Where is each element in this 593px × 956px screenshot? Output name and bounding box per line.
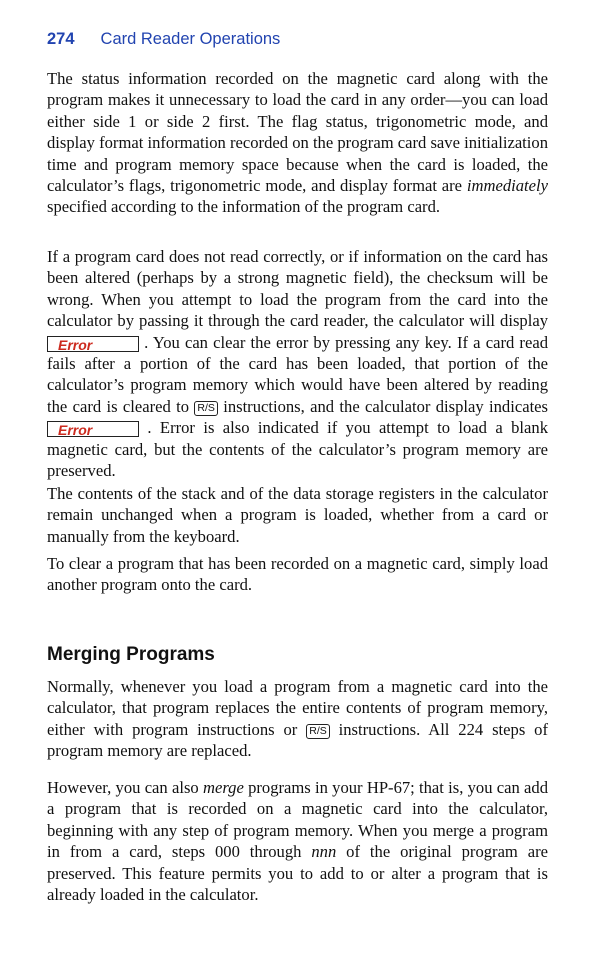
text-run: If a program card does not read correctly, or if information on the card has been altered (perhaps by a strong magnetic field), the checksum will be wrong. When you attempt to load the program from the card into the calculator by passing it through the card reader, the calculator will display xyxy=(47,247,548,331)
emphasis-nnn: nnn xyxy=(311,842,337,862)
paragraph-clear-program: To clear a program that has been recorded on a magnetic card, simply load another program onto the card. xyxy=(47,554,548,595)
emphasis-immediately: immediately xyxy=(466,176,548,196)
paragraph-card-read-error xyxy=(47,246,548,481)
text-run: . You can clear the error by pressing any key. If a card read fails after a portion of the card has been loaded, that portion of the calculator’s program memory which would have been altered by reading the card is cleared to xyxy=(47,332,548,416)
text-run: of the original program are preserved. This feature permits you to add to or alter a program that is already loaded in the calculator. xyxy=(47,842,549,905)
text-run: instructions. All 224 steps of program memory are replaced. xyxy=(47,719,548,761)
section-heading: Merging Programs xyxy=(47,644,215,665)
paragraph-merge xyxy=(47,777,548,905)
paragraph-stack-unchanged: The contents of the stack and of the data storage registers in the calculator remain unchanged when a program is loaded, whether from a card or manually from the keyboard. xyxy=(47,484,548,546)
text-run: Normally, whenever you load a program from a magnetic card into the calculator, that program replaces the entire contents of program memory, either with program instructions or xyxy=(47,677,548,739)
page-header xyxy=(47,30,280,49)
paragraph-normal-load xyxy=(47,676,548,762)
rs-key: R/S xyxy=(194,401,218,416)
text-run: The status information recorded on the magnetic card along with the program makes it unnecessary to load the card in any order—you can load either side 1 or side 2 first. The flag status, trigonometric mode, and display format information recorded on the program card save initialization time and program memory space because when the card is loaded, the calculator’s flags, trigonometric mode, and display format are xyxy=(47,69,548,196)
section-title: Card Reader Operations xyxy=(100,30,281,48)
text-run: However, you can also xyxy=(47,778,203,797)
error-display: Error xyxy=(47,421,139,437)
paragraph-status-info xyxy=(47,68,548,218)
emphasis-merge: merge xyxy=(202,778,244,797)
text-run: . Error is also indicated if you attempt to load a blank magnetic card, but the contents of the calculator’s program memory are preserved. xyxy=(47,418,548,481)
page-number: 274 xyxy=(47,30,75,48)
text-run: specified according to the information of the program card. xyxy=(47,197,441,217)
error-display: Error xyxy=(47,336,139,352)
rs-key: R/S xyxy=(306,724,330,739)
text-run: programs in your HP-67; that is, you can add a program that is recorded on a magnetic card into the calculator, beginning with any step of program memory. When you merge a program in from a card, steps 000 through xyxy=(47,778,549,862)
text-run: instructions, and the calculator display indicates xyxy=(217,396,549,416)
